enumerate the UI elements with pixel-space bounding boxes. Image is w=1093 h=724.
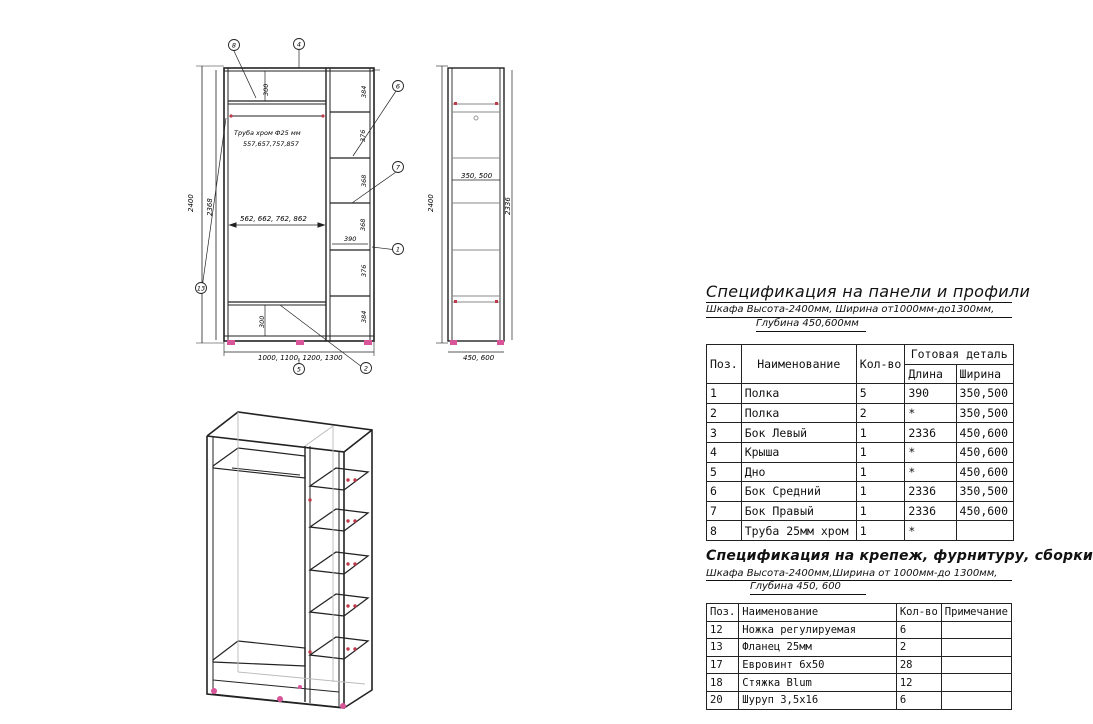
front-height-total: 2400	[187, 194, 195, 212]
cell-note	[941, 639, 1011, 657]
shelf-height-1: 384	[360, 85, 368, 98]
cell-name: Полка	[741, 403, 856, 423]
cell-length: *	[905, 521, 956, 541]
inner-width-label: 562, 662, 762, 862	[240, 215, 307, 223]
table-header-row	[707, 604, 1012, 622]
cell-qty: 6	[896, 691, 941, 709]
side-foot-marker	[450, 340, 457, 345]
cell-pos: 17	[707, 656, 739, 674]
col-header-pos: Поз.	[707, 604, 739, 622]
cell-width	[956, 521, 1013, 541]
cell-pos: 5	[707, 462, 742, 482]
callout-7-text: 7	[395, 163, 401, 172]
cell-width: 350,500	[956, 384, 1013, 404]
rail-lengths: 557,657,757,857	[243, 140, 299, 148]
side-height-total: 2400	[427, 194, 435, 212]
cell-qty: 2	[896, 639, 941, 657]
cell-width: 450,600	[956, 462, 1013, 482]
rail-label: Труба хром Ф25 мм	[234, 129, 301, 137]
rail-flange-marker	[229, 114, 232, 117]
cell-name: Дно	[741, 462, 856, 482]
cell-pos: 3	[707, 423, 742, 443]
col-header-name: Наименование	[739, 604, 897, 622]
cell-pos: 18	[707, 674, 739, 692]
spec1-subtitle-2: Глубина 450,600мм	[756, 318, 859, 329]
callout-1-text: 1	[395, 245, 401, 254]
cell-qty: 1	[856, 501, 905, 521]
top-gap-label: 300	[262, 83, 270, 96]
shelf-height-2: 376	[359, 129, 367, 142]
col-header-width: Ширина	[956, 364, 1013, 384]
cell-pos: 4	[707, 442, 742, 462]
panels-spec-body	[707, 384, 1014, 541]
cell-length: 390	[905, 384, 956, 404]
cell-length: *	[905, 403, 956, 423]
callout-8-text: 8	[231, 41, 237, 50]
cell-qty: 1	[856, 462, 905, 482]
table-row	[707, 501, 1014, 521]
cell-name: Фланец 25мм	[739, 639, 897, 657]
callout-13-text: 13	[196, 284, 206, 293]
foot-marker	[364, 340, 372, 345]
spec2-subtitle-2: Глубина 450, 600	[750, 581, 841, 592]
rail-flange-marker	[321, 114, 324, 117]
cell-qty: 1	[856, 482, 905, 502]
cell-length: 2336	[905, 423, 956, 443]
table-row	[707, 423, 1014, 443]
col-header-pos: Поз.	[707, 345, 742, 384]
front-carcass	[224, 68, 374, 341]
shelf-height-4: 368	[359, 218, 367, 231]
cell-pos: 8	[707, 521, 742, 541]
cell-qty: 6	[896, 621, 941, 639]
cell-name: Бок Правый	[741, 501, 856, 521]
spec1-subtitle-underline	[706, 317, 1012, 318]
isometric-view	[207, 412, 372, 708]
callout-4-text: 4	[296, 40, 302, 49]
cell-name: Крыша	[741, 442, 856, 462]
spec1-subtitle-underline-2	[756, 331, 866, 332]
shelf-height-labels	[359, 86, 368, 323]
col-header-note: Примечание	[941, 604, 1011, 622]
cell-width: 350,500	[956, 482, 1013, 502]
spec2-title: Спецификация на крепеж, фурнитуру, сборки	[706, 548, 1093, 564]
cell-length: *	[905, 462, 956, 482]
cell-width: 450,600	[956, 442, 1013, 462]
table-row	[707, 674, 1012, 692]
cell-qty: 28	[896, 656, 941, 674]
spec2-subtitle-1: Шкафа Высота-2400мм,Ширина от 1000мм-до 1300мм,	[706, 568, 998, 579]
spec2-subtitle-underline-2	[750, 594, 866, 595]
cell-name: Стяжка Blum	[739, 674, 897, 692]
table-row	[707, 384, 1014, 404]
table-row	[707, 521, 1014, 541]
cell-name: Бок Левый	[741, 423, 856, 443]
shelf-height-5: 376	[360, 264, 368, 277]
table-row	[707, 482, 1014, 502]
cell-name: Бок Средний	[741, 482, 856, 502]
table-row	[707, 442, 1014, 462]
table-row	[707, 656, 1012, 674]
spec1-title: Спецификация на панели и профили	[706, 282, 1031, 301]
side-inner-depth: 350, 500	[461, 172, 493, 180]
panels-spec-table	[706, 344, 1014, 541]
shelf-height-3: 368	[360, 174, 368, 187]
cell-qty: 5	[856, 384, 905, 404]
side-depth-label: 450, 600	[463, 354, 495, 362]
front-width-label: 1000, 1100, 1200, 1300	[258, 354, 343, 362]
cell-name: Ножка регулируемая	[739, 621, 897, 639]
hardware-spec-table	[706, 603, 1012, 710]
shelf-width-label: 390	[344, 235, 357, 243]
col-header-length: Длина	[905, 364, 956, 384]
spec1-title-underline	[706, 302, 1012, 303]
table-row	[707, 691, 1012, 709]
cell-length: 2336	[905, 501, 956, 521]
cell-note	[941, 621, 1011, 639]
table-row	[707, 462, 1014, 482]
table-header-row	[707, 345, 1014, 365]
hardware-spec-body	[707, 621, 1012, 709]
foot-marker	[296, 340, 304, 345]
col-header-qty: Кол-во	[896, 604, 941, 622]
col-header-ready: Готовая деталь	[905, 345, 1014, 365]
col-header-qty: Кол-во	[856, 345, 905, 384]
cell-width: 450,600	[956, 423, 1013, 443]
callout-5-text: 5	[296, 365, 302, 374]
rail-flange-side	[474, 116, 478, 120]
cell-pos: 2	[707, 403, 742, 423]
foot-marker	[227, 340, 235, 345]
callout-2-text: 2	[363, 364, 369, 373]
cell-name: Евровинт 6x50	[739, 656, 897, 674]
callout-6-text: 6	[395, 82, 401, 91]
cell-qty: 1	[856, 442, 905, 462]
cell-name: Шуруп 3,5x16	[739, 691, 897, 709]
table-row	[707, 639, 1012, 657]
bottom-gap-label: 300	[258, 315, 266, 328]
cell-qty: 2	[856, 403, 905, 423]
cell-width: 450,600	[956, 501, 1013, 521]
cell-pos: 1	[707, 384, 742, 404]
cell-pos: 20	[707, 691, 739, 709]
front-height-inner: 2368	[206, 198, 214, 216]
cell-length: *	[905, 442, 956, 462]
col-header-name: Наименование	[741, 345, 856, 384]
cell-pos: 13	[707, 639, 739, 657]
cell-length: 2336	[905, 482, 956, 502]
table-row	[707, 621, 1012, 639]
cell-qty: 1	[856, 521, 905, 541]
cell-qty: 1	[856, 423, 905, 443]
side-height-inner: 2336	[504, 197, 512, 215]
cell-name: Труба 25мм хром	[741, 521, 856, 541]
cell-note	[941, 674, 1011, 692]
spec1-subtitle-1: Шкафа Высота-2400мм, Ширина от1000мм-до1300мм,	[706, 304, 995, 315]
table-row	[707, 403, 1014, 423]
cell-note	[941, 656, 1011, 674]
side-view	[436, 66, 512, 352]
cell-width: 350,500	[956, 403, 1013, 423]
side-foot-marker	[497, 340, 504, 345]
cell-note	[941, 691, 1011, 709]
side-markers	[454, 102, 498, 303]
cell-pos: 6	[707, 482, 742, 502]
cell-pos: 7	[707, 501, 742, 521]
cell-name: Полка	[741, 384, 856, 404]
cell-qty: 12	[896, 674, 941, 692]
cell-pos: 12	[707, 621, 739, 639]
shelf-height-6: 384	[360, 310, 368, 323]
